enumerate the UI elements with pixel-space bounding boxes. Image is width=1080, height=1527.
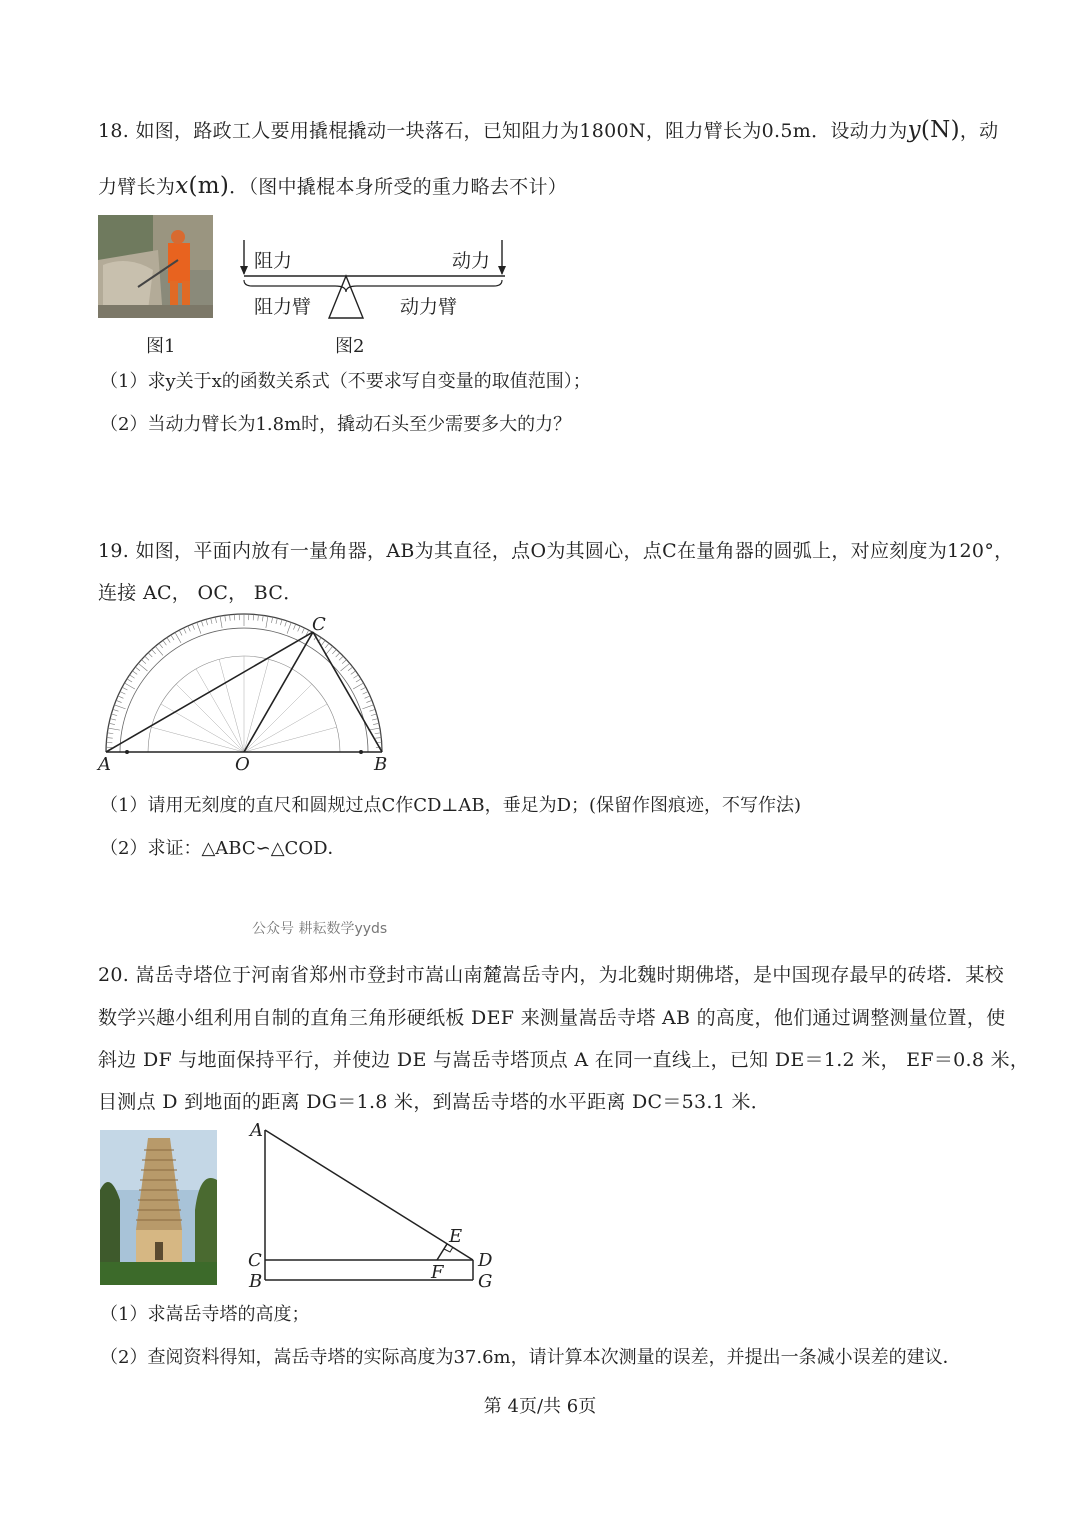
protractor-tick [148,653,152,657]
q19-line1: 19. 如图，平面内放有一量角器，AB为其直径，点O为其圆心，点C在量角器的圆弧上，对应刻度为120°， [98,540,1014,562]
protractor-tick [211,618,212,624]
protractor-tick [365,696,370,698]
protractor-tick [342,660,346,664]
protractor-tick [362,705,373,709]
protractor-tick [353,675,358,678]
q20-line2: 数学兴趣小组利用自制的直角三角形硬纸板 DEF 来测量嵩岳寺塔 AB 的高度，他们通过调整测量位置，使 [98,1007,1006,1029]
q18-label-resist-arm: 阻力臂 [254,296,312,318]
protractor-tick [171,635,174,640]
q20-line1: 20. 嵩岳寺塔位于河南省郑州市登封市嵩山南麓嵩岳寺内，为北魏时期佛塔，是中国现存最早的砖塔．某校 [98,964,1004,986]
protractor-tick [375,738,381,739]
protractor-tick [152,649,156,653]
protractor-tick [141,660,145,664]
protractor-tick [372,719,378,720]
protractor-tick [341,663,350,671]
q18-part1: （1）求y关于x的函数关系式（不要求写自变量的取值范围）； [100,371,591,392]
q19-point-o: O [235,754,250,775]
protractor-tick [353,683,363,689]
protractor-tick [285,621,287,627]
protractor-tick [111,714,117,716]
protractor-tick [280,619,282,625]
protractor-tick [109,723,115,724]
q20-point-c: C [248,1250,262,1271]
protractor-tick [167,638,170,643]
protractor-tick [375,733,381,734]
q20-pagoda-photo [100,1130,217,1285]
q19-protractor-figure [96,612,406,777]
q19-line2: 连接 AC， OC， BC． [98,582,303,604]
q19-part2: （2）求证：△ABC∽△COD． [100,838,346,859]
protractor-tick [110,719,116,720]
protractor-tick [298,626,300,631]
protractor-tick [262,615,263,621]
q18-line1-text: 18. 如图，路政工人要用撬棍撬动一块落石，已知阻力为1800N，阻力臂长为0.5m．设动力为 [98,120,908,142]
q18-line2-end: ．（图中撬棍本身所受的重力略去不计） [229,176,568,198]
protractor-tick [113,709,119,711]
protractor-tick [135,667,140,671]
q18-label-power: 动力 [452,250,491,272]
protractor-tick [322,640,326,645]
protractor-tick [348,667,353,671]
q20-point-f: F [431,1262,444,1283]
protractor-tick [276,618,277,624]
q18-line1-end: ，动 [959,120,999,142]
protractor-tick [107,738,113,739]
protractor-tick [302,628,305,633]
q18-fig2-lever [230,238,520,323]
protractor-tick [351,671,356,675]
protractor-ray [244,727,337,752]
protractor-tick [225,615,226,621]
page-footer: 第 4页/共 6页 [483,1396,597,1417]
protractor-ray [151,727,244,752]
protractor-ray [219,659,244,752]
protractor-tick [120,692,125,695]
q19-part1: （1）请用无刻度的直尺和圆规过点C作CD⊥AB，垂足为D；(保留作图痕迹，不写作法) [100,795,802,816]
protractor-tick [114,705,125,709]
q18-part2: （2）当动力臂长为1.8m时，撬动石头至少需要多大的力？ [100,414,572,435]
q18-line2 [98,172,567,199]
q20-part1: （1）求嵩岳寺塔的高度； [100,1304,310,1325]
protractor-tick [107,733,113,734]
q18-fig1-photo [98,215,213,318]
protractor-tick [215,617,216,623]
protractor-tick [271,617,272,623]
protractor-tick [145,656,149,660]
q18-unit-n: (N) [920,117,960,143]
q18-caption2: 图2 [335,336,365,357]
protractor-tick [159,643,163,648]
protractor-ray [244,704,327,752]
protractor-tick [361,687,366,690]
protractor-tick [138,663,147,671]
protractor-tick [197,622,201,633]
protractor-tick [132,671,137,675]
q18-label-resist: 阻力 [254,250,293,272]
q20-line4: 目测点 D 到地面的距离 DG＝1.8 米，到嵩岳寺塔的水平距离 DC＝53.1 米． [98,1091,771,1113]
protractor-tick [332,649,336,653]
q20-point-d: D [478,1250,493,1271]
q19-point-c: C [312,614,326,635]
protractor-tick [356,679,361,682]
q20-point-a: A [250,1120,263,1141]
protractor-tick [175,632,181,642]
protractor-tick [155,646,163,655]
protractor-tick [201,621,203,627]
watermark: 公众号 耕耘数学yyds [252,921,388,937]
protractor-tick [373,723,379,724]
q20-point-e: E [449,1226,463,1247]
protractor-tick [163,640,167,645]
q20-point-g: G [478,1271,493,1292]
q18-line1 [98,116,998,143]
q18-line2-text: 力臂长为 [98,176,176,198]
q18-var-y: y [907,117,921,143]
protractor-ray [161,704,244,752]
q18-unit-m: (m) [188,173,230,199]
protractor-tick [366,700,372,702]
protractor-ray [176,684,244,752]
protractor-tick [108,728,120,730]
q18-label-power-arm: 动力臂 [400,296,458,318]
protractor-tick [127,679,132,682]
protractor-tick [188,626,190,631]
protractor-tick [370,709,376,711]
protractor-tick [192,624,194,630]
protractor-tick [118,696,123,698]
protractor-tick [258,615,259,621]
protractor-tick [184,628,187,633]
protractor-tick [336,653,340,657]
protractor-ray [244,659,269,752]
protractor-tick [130,675,135,678]
protractor-tick [371,714,377,716]
protractor-tick [266,616,268,628]
protractor-tick [122,687,127,690]
q19-point-a: A [98,754,111,775]
protractor-tick [325,643,329,648]
protractor-tick [179,630,182,635]
q18-var-x: x [175,173,189,199]
q20-point-b: B [249,1271,263,1292]
q19-point-b: B [374,754,388,775]
protractor-tick [230,615,231,621]
protractor-tick [287,622,291,633]
q20-triangle-diagram [245,1120,505,1295]
protractor-tick [116,700,122,702]
protractor-tick [363,692,368,695]
protractor-tick [339,656,343,660]
protractor-tick [220,616,222,628]
q18-caption1: 图1 [146,336,176,357]
q20-part2: （2）查阅资料得知，嵩岳寺塔的实际高度为37.6m，请计算本次测量的误差，并提出一条减小误差的建议． [100,1347,961,1368]
protractor-tick [293,624,295,630]
protractor-tick [124,683,134,689]
protractor-tick [206,619,208,625]
protractor-ray [196,669,244,752]
q20-line3: 斜边 DF 与地面保持平行，并使边 DE 与嵩岳寺塔顶点 A 在同一直线上，已知 DE＝1.2 米， EF＝0.8 米， [98,1049,1030,1071]
